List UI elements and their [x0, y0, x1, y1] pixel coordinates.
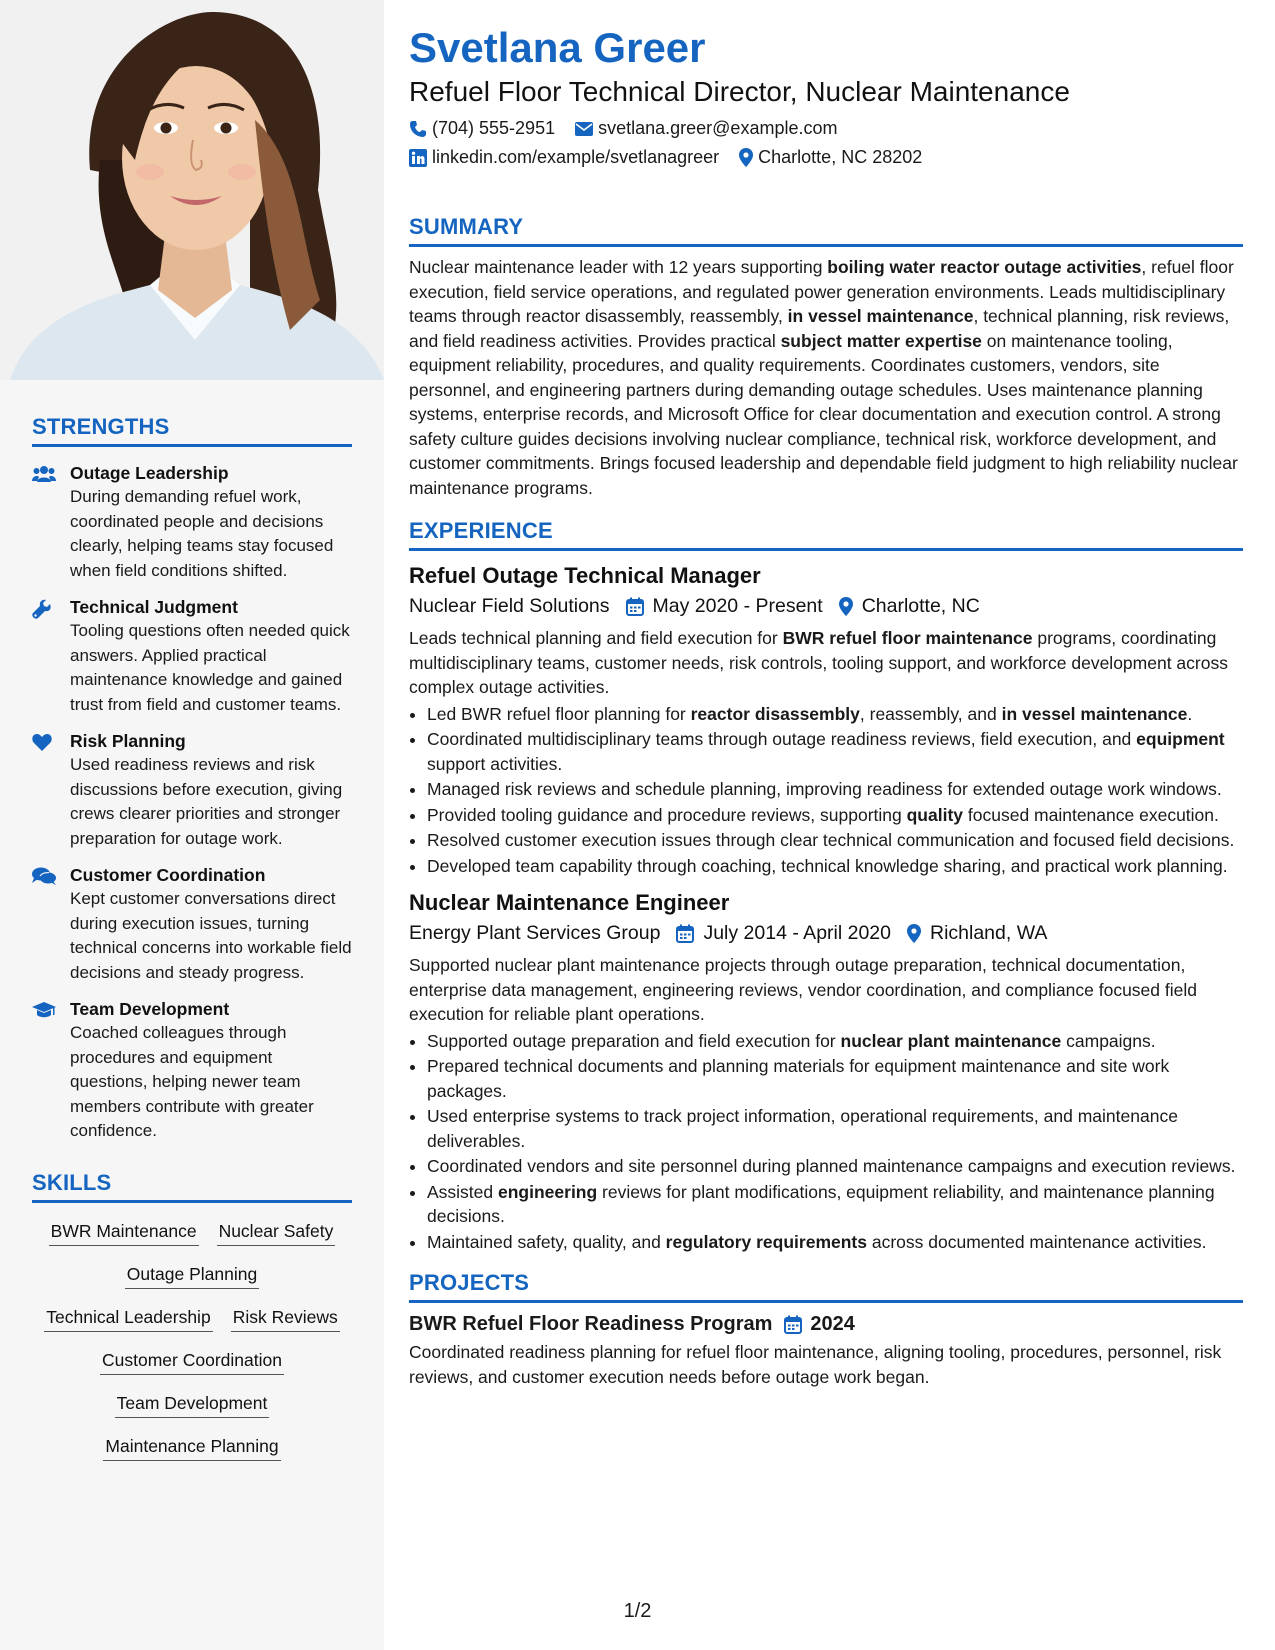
skill-tag: Customer Coordination [100, 1350, 284, 1375]
skills-heading: SKILLS [32, 1170, 352, 1203]
job-title: Nuclear Maintenance Engineer [409, 890, 730, 915]
location [739, 147, 922, 168]
dates [626, 595, 823, 618]
job-entry [409, 563, 1243, 878]
text-run: Prepared technical documents and planning materials for equipment maintenance and site work packages. [427, 1056, 1170, 1101]
bullet-item [427, 854, 1243, 879]
phone-number: (704) 555-2951 [432, 118, 556, 138]
job-bullets [409, 1029, 1243, 1255]
date-range: July 2014 - April 2020 [703, 922, 891, 944]
project-title: BWR Refuel Floor Readiness Program [409, 1313, 773, 1335]
linkedin-icon [409, 149, 427, 167]
bold-text: nuclear plant maintenance [840, 1030, 1062, 1051]
projects-heading: PROJECTS [409, 1270, 1243, 1303]
portrait-illustration [0, 0, 384, 380]
linkedin-url[interactable]: linkedin.com/example/svetlanagreer [432, 147, 720, 167]
job-location [839, 595, 980, 618]
skills-list [32, 1221, 352, 1461]
text-run: Provided tooling guidance and procedure reviews, supporting [427, 804, 907, 825]
experience-heading: EXPERIENCE [409, 518, 1243, 551]
bullet-item [427, 1029, 1243, 1054]
skill-tag: Outage Planning [125, 1264, 259, 1289]
bullet-item [427, 1154, 1243, 1179]
strength-item [32, 461, 352, 583]
bullet-item [427, 803, 1243, 828]
bold-text: in vessel maintenance [1001, 703, 1188, 724]
person-title: Refuel Floor Technical Director, Nuclear Maintenance [409, 76, 1070, 107]
bullet-item [427, 828, 1243, 853]
bold-text: reactor disassembly [690, 703, 860, 724]
strength-text: Used readiness reviews and risk discussions before execution, giving crews clearer priorities and stronger preparation for outage work. [70, 755, 343, 848]
text-run: focused maintenance execution. [963, 804, 1219, 825]
strength-item [32, 997, 352, 1144]
contact-row-2 [409, 147, 1243, 168]
phone-icon [409, 120, 427, 138]
text-run: across documented maintenance activities. [866, 1231, 1207, 1252]
text-run: Assisted [427, 1181, 498, 1202]
job-location-text: Richland, WA [930, 922, 1048, 944]
graduation-cap-icon [32, 997, 70, 1144]
heart-icon [32, 729, 70, 851]
envelope-icon [575, 122, 593, 136]
strength-text: Tooling questions often needed quick answers. Applied practical maintenance knowledge and gained trust from field and customer teams. [70, 621, 350, 714]
date-range: May 2020 - Present [652, 595, 823, 617]
person-name: Svetlana Greer [409, 24, 706, 71]
summary-text [409, 255, 1243, 500]
experience-section [409, 518, 1243, 1254]
text-run: . [1187, 703, 1193, 724]
job-bullets [409, 702, 1243, 879]
job-title: Refuel Outage Technical Manager [409, 563, 761, 588]
strength-item [32, 595, 352, 717]
text-run: Led BWR refuel floor planning for [427, 703, 691, 724]
linkedin[interactable] [409, 147, 719, 168]
bullet-item [427, 727, 1243, 776]
bold-text: subject matter expertise [780, 330, 982, 351]
strength-title: Outage Leadership [70, 463, 229, 483]
calendar-icon [784, 1315, 802, 1334]
text-run: Leads technical planning and field execution for [409, 628, 783, 648]
bullet-item [427, 1180, 1243, 1229]
strength-text: Coached colleagues through procedures and equipment questions, helping newer team members contribute with greater confidence. [70, 1023, 314, 1140]
bold-text: in vessel maintenance [787, 306, 974, 326]
users-icon [32, 461, 70, 583]
text-run: Developed team capability through coaching, technical knowledge sharing, and practical work planning. [427, 855, 1228, 876]
bullet-item [427, 1054, 1243, 1103]
main-content [409, 22, 1243, 1389]
bullet-item [427, 1230, 1243, 1255]
phone [409, 118, 555, 139]
bullet-item [427, 702, 1243, 727]
summary-section [409, 214, 1243, 500]
text-run: Coordinated vendors and site personnel during planned maintenance campaigns and execution reviews. [427, 1156, 1236, 1176]
text-run: , refuel floor execution, field service operations, and regulated power generation environments. Leads multidisciplinary teams through reactor disassembly, reassembly, [409, 257, 1234, 326]
skill-tag: Maintenance Planning [103, 1436, 280, 1461]
calendar-icon [626, 597, 644, 616]
text-run: on maintenance tooling, equipment reliability, procedures, and quality requirements. Coordinates customers, vendors, site personnel, and engineering partners during demanding outage schedules. Uses maintenance planning systems, enterprise records, and Microsoft Office for clear documentation and execution control. A strong safety culture guides decisions involving nuclear compliance, technical risk, workforce development, and customer commitments. Brings focused leadership and dependable field judgment to high reliability nuclear maintenance programs. [409, 330, 1238, 498]
email[interactable] [575, 118, 837, 139]
email-address[interactable]: svetlana.greer@example.com [598, 118, 838, 138]
sidebar [0, 0, 384, 1650]
strength-title: Risk Planning [70, 731, 186, 751]
bold-text: quality [906, 804, 964, 825]
location-text: Charlotte, NC 28202 [758, 147, 923, 167]
job-entry [409, 890, 1243, 1254]
wrench-icon [32, 595, 70, 717]
skill-tag: Nuclear Safety [217, 1221, 336, 1246]
bold-text: boiling water reactor outage activities [827, 257, 1142, 277]
text-run: Maintained safety, quality, and [427, 1231, 666, 1252]
job-location [907, 922, 1047, 945]
strengths-heading: STRENGTHS [32, 414, 352, 447]
project-description: Coordinated readiness planning for refuel floor maintenance, aligning tooling, procedures, personnel, risk reviews, and customer execution needs before outage work began. [409, 1342, 1222, 1387]
job-meta [409, 922, 1243, 945]
map-pin-icon [739, 148, 753, 167]
project-year: 2024 [810, 1313, 855, 1335]
text-run: Supported nuclear plant maintenance projects through outage preparation, technical documentation, enterprise data management, engineering reviews, vendor coordination, and compliance focused field execution for reliable plant operations. [409, 955, 1197, 1024]
skill-tag: Risk Reviews [231, 1307, 340, 1332]
job-location-text: Charlotte, NC [861, 595, 980, 617]
project-entry [409, 1313, 1243, 1389]
strength-title: Customer Coordination [70, 865, 266, 885]
bold-text: BWR refuel floor maintenance [782, 628, 1033, 648]
text-run: Managed risk reviews and schedule planning, improving readiness for extended outage work windows. [427, 779, 1222, 799]
skill-tag: Technical Leadership [44, 1307, 212, 1332]
dates [676, 922, 891, 945]
strength-text: Kept customer conversations direct during execution issues, turning technical concerns into workable field decisions and steady progress. [70, 889, 352, 982]
text-run: Resolved customer execution issues through clear technical communication and focused field decisions. [427, 830, 1235, 850]
bold-text: regulatory requirements [665, 1231, 867, 1252]
map-pin-icon [907, 924, 921, 943]
strength-title: Team Development [70, 999, 230, 1019]
job-meta [409, 595, 1243, 618]
calendar-icon [676, 924, 694, 943]
skill-tag: BWR Maintenance [49, 1221, 199, 1246]
strength-title: Technical Judgment [70, 597, 238, 617]
sidebar-content [32, 414, 352, 1461]
text-run: Nuclear maintenance leader with 12 years supporting [409, 257, 828, 277]
company: Energy Plant Services Group [409, 922, 661, 944]
job-description [409, 626, 1243, 700]
bold-text: engineering [498, 1181, 598, 1202]
text-run: campaigns. [1061, 1030, 1156, 1051]
text-run: Supported outage preparation and field execution for [427, 1030, 841, 1051]
comments-icon [32, 863, 70, 985]
text-run: , reassembly, and [859, 703, 1002, 724]
text-run: reviews for plant modifications, equipment reliability, and maintenance planning decisions. [427, 1181, 1215, 1226]
contact-row [409, 118, 1243, 139]
page-number: 1/2 [623, 1600, 652, 1622]
profile-photo [0, 0, 384, 380]
strength-item [32, 863, 352, 985]
job-description [409, 953, 1243, 1027]
projects-section [409, 1270, 1243, 1389]
text-run: support activities. [427, 753, 563, 774]
skill-tag: Team Development [115, 1393, 270, 1418]
map-pin-icon [839, 597, 853, 616]
text-run: programs, coordinating multidisciplinary teams, customer needs, risk controls, tooling support, and workforce development across complex outage activities. [409, 628, 1228, 697]
text-run: , technical planning, risk reviews, and field readiness activities. Provides practical [409, 306, 1230, 351]
bold-text: equipment [1136, 729, 1225, 749]
company: Nuclear Field Solutions [409, 595, 610, 617]
bullet-item [427, 777, 1243, 802]
project-title-row [409, 1313, 1243, 1336]
strengths-list [32, 461, 352, 1144]
bullet-item [427, 1104, 1243, 1153]
text-run: Used enterprise systems to track project information, operational requirements, and maintenance deliverables. [427, 1106, 1178, 1151]
strength-item [32, 729, 352, 851]
text-run: Coordinated multidisciplinary teams through outage readiness reviews, field execution, and [427, 729, 1137, 749]
strength-text: During demanding refuel work, coordinated people and decisions clearly, helping teams stay focused when field conditions shifted. [70, 487, 334, 580]
summary-heading: SUMMARY [409, 214, 1243, 247]
